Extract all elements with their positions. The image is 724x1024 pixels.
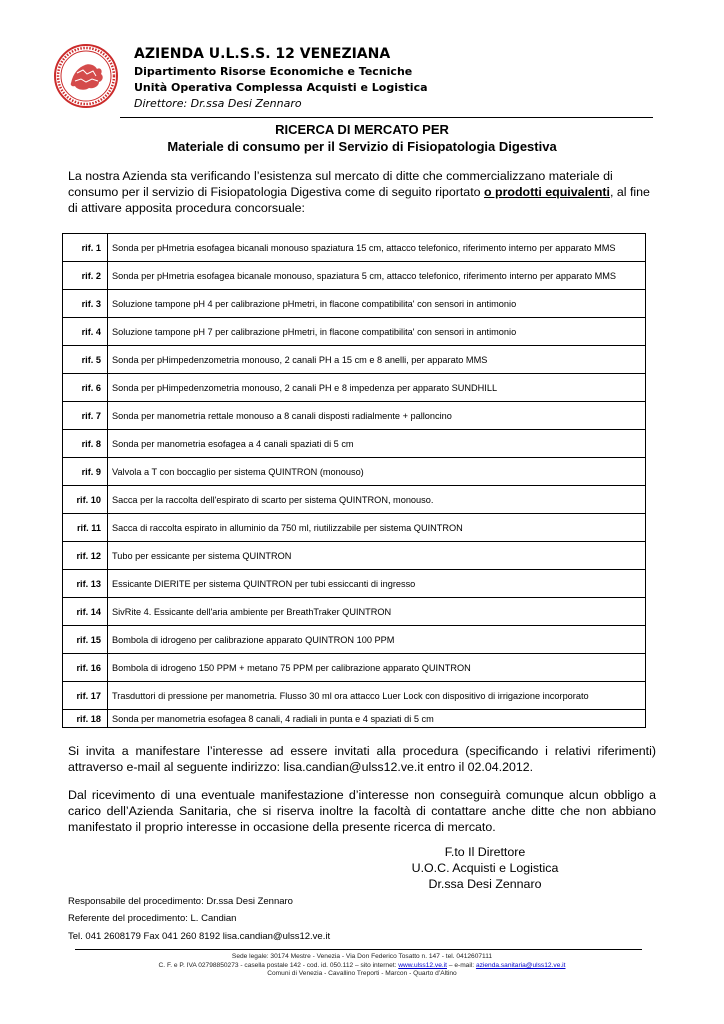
department-name: Dipartimento Risorse Economiche e Tecniche	[134, 65, 413, 78]
disclaimer-paragraph: Dal ricevimento di una eventuale manifestazione d’interesse non conseguirà comunque alcun obbligo a carico dell’Azienda Sanitaria, che si riserva inoltre la facoltà di contattare anche ditte che non abbiano manifestato il proprio interesse in occasione della presente ricerca di mercato.	[68, 788, 656, 834]
item-description: Sonda per pHmetria esofagea bicanali monouso spaziatura 15 cm, attacco telefonico, riferimento interno per apparato MMS	[108, 234, 646, 262]
table-row	[63, 430, 646, 458]
item-ref: rif. 17	[63, 682, 108, 710]
item-ref: rif. 1	[63, 234, 108, 262]
referent-procedure: Referente del procedimento: L. Candian	[68, 913, 237, 924]
item-ref: rif. 16	[63, 654, 108, 682]
email-link[interactable]: azienda.sanitaria@ulss12.ve.it	[475, 961, 566, 969]
intro-emphasis: o prodotti equivalenti	[483, 185, 610, 199]
item-description: Sonda per manometria esofagea 8 canali, 4 radiali in punta e 4 spaziati di 5 cm	[108, 710, 646, 728]
seal-lion-icon	[53, 43, 119, 109]
table-row	[63, 598, 646, 626]
item-ref: rif. 13	[63, 570, 108, 598]
table-row	[63, 570, 646, 598]
items-table	[62, 233, 646, 728]
table-row	[63, 374, 646, 402]
table-row	[63, 514, 646, 542]
document-title	[0, 121, 724, 155]
item-ref: rif. 12	[63, 542, 108, 570]
footer-line-2	[0, 962, 724, 971]
item-description: Valvola a T con boccaglio per sistema QUINTRON (monouso)	[108, 458, 646, 486]
footer-line-2-prefix: C. F. e P. IVA 02798850273 - casella postale 142 - cod. id. 050.112 – sito internet:	[158, 961, 399, 969]
item-description: Soluzione tampone pH 4 per calibrazione pHmetri, in flacone compatibilita' con sensori in antimonio	[108, 290, 646, 318]
unit-name: Unità Operativa Complessa Acquisti e Logistica	[134, 81, 428, 94]
table-row	[63, 682, 646, 710]
table-row	[63, 402, 646, 430]
footer-divider	[75, 949, 642, 950]
item-description: SivRite 4. Essicante dell'aria ambiente per BreathTraker QUINTRON	[108, 598, 646, 626]
intro-text-after: , al fine di attivare apposita procedura concorsuale:	[68, 185, 650, 215]
item-ref: rif. 8	[63, 430, 108, 458]
item-ref: rif. 15	[63, 626, 108, 654]
title-line-1: RICERCA DI MERCATO PER	[275, 122, 449, 137]
item-description: Sonda per pHmetria esofagea bicanale monouso, spaziatura 5 cm, attacco telefonico, riferimento interno per apparato MMS	[108, 262, 646, 290]
footer-line-3: Comuni di Venezia - Cavallino Treporti - Marcon - Quarto d’Altino	[267, 970, 457, 977]
item-ref: rif. 2	[63, 262, 108, 290]
item-description: Sonda per pHimpedenzometria monouso, 2 canali PH e 8 impedenza per apparato SUNDHILL	[108, 374, 646, 402]
footer-line-1: Sede legale: 30174 Mestre - Venezia - Via Don Federico Tosatto n. 147 - tel. 0412607111	[231, 953, 493, 960]
org-name: AZIENDA U.L.S.S. 12 VENEZIANA	[134, 46, 391, 62]
item-description: Sonda per manometria rettale monouso a 8 canali disposti radialmente + palloncino	[108, 402, 646, 430]
title-line-2: Materiale di consumo per il Servizio di Fisiopatologia Digestiva	[167, 139, 557, 154]
item-description: Soluzione tampone pH 7 per calibrazione pHmetri, in flacone compatibilita' con sensori in antimonio	[108, 318, 646, 346]
organization-header	[134, 44, 428, 112]
table-row	[63, 486, 646, 514]
table-row	[63, 346, 646, 374]
intro-text-before: La nostra Azienda sta verificando l’esistenza sul mercato di ditte che commercializzano materiale di consumo per il servizio di Fisiopatologia Digestiva come di seguito riportato	[68, 169, 613, 199]
item-ref: rif. 7	[63, 402, 108, 430]
header-divider	[120, 117, 653, 118]
item-ref: rif. 10	[63, 486, 108, 514]
invite-paragraph: Si invita a manifestare l’interesse ad essere invitati alla procedura (specificando i relativi riferimenti) attraverso e-mail al seguente indirizzo: lisa.candian@ulss12.ve.it entro il 02.04.2012.	[68, 744, 656, 774]
signature-line-1: F.to Il Direttore	[444, 845, 526, 859]
table-row	[63, 458, 646, 486]
azienda-seal-logo	[53, 43, 119, 109]
item-description: Bombola di idrogeno per calibrazione apparato QUINTRON 100 PPM	[108, 626, 646, 654]
table-row	[63, 542, 646, 570]
item-ref: rif. 4	[63, 318, 108, 346]
item-ref: rif. 9	[63, 458, 108, 486]
contact-line: Tel. 041 2608179 Fax 041 260 8192 lisa.candian@ulss12.ve.it	[68, 931, 331, 942]
item-ref: rif. 3	[63, 290, 108, 318]
signature-line-2: U.O.C. Acquisti e Logistica	[411, 861, 559, 875]
table-row	[63, 262, 646, 290]
item-description: Sacca per la raccolta dell'espirato di scarto per sistema QUINTRON, monouso.	[108, 486, 646, 514]
responsible-procedure: Responsabile del procedimento: Dr.ssa Desi Zennaro	[68, 896, 293, 907]
footer-line-2-mid: – e-mail:	[447, 961, 476, 969]
item-description: Tubo per essicante per sistema QUINTRON	[108, 542, 646, 570]
table-row	[63, 318, 646, 346]
item-ref: rif. 11	[63, 514, 108, 542]
table-row	[63, 290, 646, 318]
table-row	[63, 234, 646, 262]
intro-paragraph	[68, 168, 658, 216]
item-ref: rif. 6	[63, 374, 108, 402]
director-name: Direttore: Dr.ssa Desi Zennaro	[134, 97, 302, 110]
item-description: Essicante DIERITE per sistema QUINTRON per tubi essiccanti di ingresso	[108, 570, 646, 598]
table-row	[63, 710, 646, 728]
item-ref: rif. 14	[63, 598, 108, 626]
signature-block	[380, 844, 590, 892]
item-description: Trasduttori di pressione per manometria. Flusso 30 ml ora attacco Luer Lock con dispositivo di irrigazione incorporato	[108, 682, 646, 710]
item-description: Bombola di idrogeno 150 PPM + metano 75 PPM per calibrazione apparato QUINTRON	[108, 654, 646, 682]
item-description: Sonda per pHimpedenzometria monouso, 2 canali PH a 15 cm e 8 anelli, per apparato MMS	[108, 346, 646, 374]
item-description: Sacca di raccolta espirato in alluminio da 750 ml, riutilizzabile per sistema QUINTRON	[108, 514, 646, 542]
table-row	[63, 626, 646, 654]
website-link[interactable]: www.ulss12.ve.it	[398, 961, 447, 969]
item-ref: rif. 18	[63, 710, 108, 728]
item-description: Sonda per manometria esofagea a 4 canali spaziati di 5 cm	[108, 430, 646, 458]
table-row	[63, 654, 646, 682]
item-ref: rif. 5	[63, 346, 108, 374]
footer	[0, 953, 724, 979]
signature-line-3: Dr.ssa Desi Zennaro	[428, 877, 542, 891]
